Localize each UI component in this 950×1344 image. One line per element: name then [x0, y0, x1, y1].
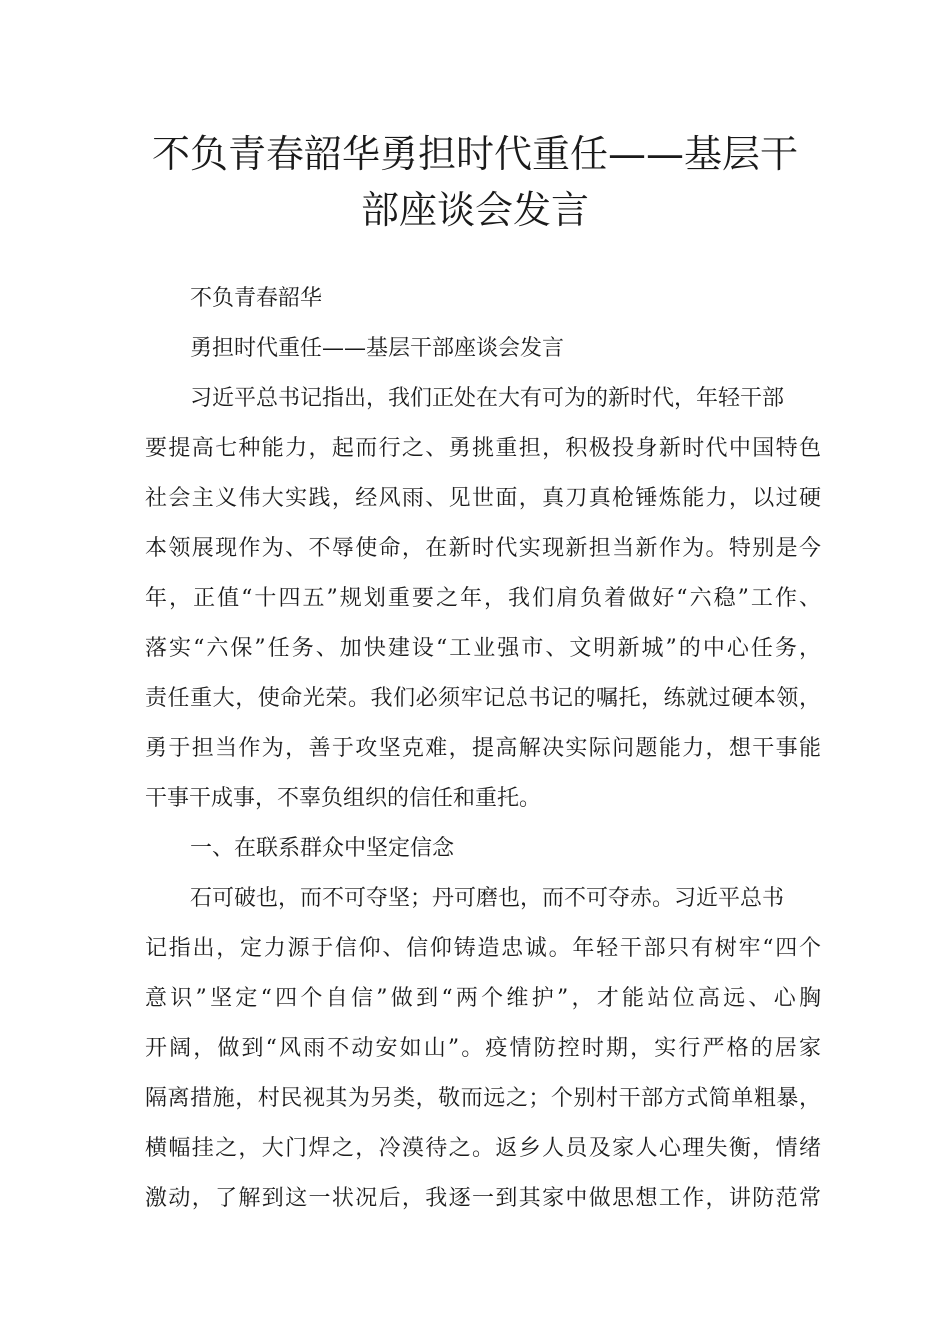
paragraph-1-line: 责任重大，使命光荣。我们必须牢记总书记的嘱托，练就过硬本领，	[145, 686, 821, 711]
paragraph-1-line: 习近平总书记指出，我们正处在大有可为的新时代，年轻干部	[190, 386, 785, 411]
section-heading: 一、在联系群众中坚定信念	[190, 836, 455, 861]
paragraph-1-line: 落实“六保”任务、加快建设“工业强市、文明新城”的中心任务，	[145, 636, 821, 661]
paragraph-2-line: 记指出，定力源于信仰、信仰铸造忠诚。年轻干部只有树牢“四个	[145, 936, 821, 961]
paragraph-1-line: 要提高七种能力，起而行之、勇挑重担，积极投身新时代中国特色	[145, 436, 821, 461]
subtitle-line-1: 不负青春韶华	[190, 286, 323, 311]
paragraph-2-line: 意识”坚定“四个自信”做到“两个维护”，才能站位高远、心胸	[145, 986, 821, 1011]
subtitle-line-2: 勇担时代重任——基层干部座谈会发言	[190, 336, 565, 361]
paragraph-2-line: 石可破也，而不可夺坚；丹可磨也，而不可夺赤。习近平总书	[190, 886, 785, 911]
paragraph-2-line: 横幅挂之，大门焊之，冷漠待之。返乡人员及家人心理失衡，情绪	[145, 1136, 821, 1161]
paragraph-2-line: 激动，了解到这一状况后，我逐一到其家中做思想工作，讲防范常	[145, 1186, 821, 1211]
paragraph-2-line: 开阔，做到“风雨不动安如山”。疫情防控时期，实行严格的居家	[145, 1036, 821, 1061]
document-title-line-1: 不负青春韶华勇担时代重任——基层干	[151, 132, 798, 176]
paragraph-1-line: 社会主义伟大实践，经风雨、见世面，真刀真枪锤炼能力，以过硬	[145, 486, 821, 511]
paragraph-1-line: 本领展现作为、不辱使命，在新时代实现新担当新作为。特别是今	[145, 536, 821, 561]
paragraph-1-line: 干事干成事，不辜负组织的信任和重托。	[145, 786, 542, 811]
paragraph-1-line: 勇于担当作为，善于攻坚克难，提高解决实际问题能力，想干事能	[145, 736, 821, 761]
paragraph-1-line: 年，正值“十四五”规划重要之年，我们肩负着做好“六稳”工作、	[145, 586, 821, 611]
document-title-line-2: 部座谈会发言	[360, 188, 589, 232]
paragraph-2-line: 隔离措施，村民视其为另类，敬而远之；个别村干部方式简单粗暴，	[145, 1086, 821, 1111]
